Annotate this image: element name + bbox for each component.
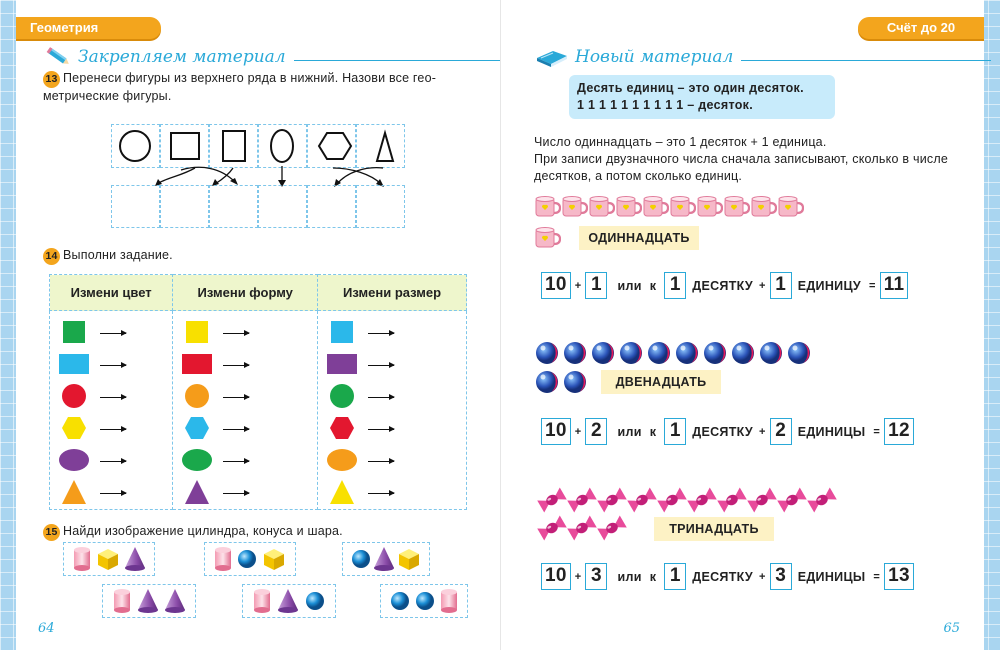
box-unit-count: 1 (770, 272, 792, 299)
section-header-right (535, 46, 991, 68)
equation-12: 10 + 2 или к 1 ДЕСЯТКУ + 2 ЕДИНИЦЫ = 12 (541, 418, 914, 445)
cup-icon (777, 195, 804, 224)
cylinder-icon (112, 588, 132, 614)
circle-shape (120, 131, 150, 161)
left-page (16, 0, 500, 650)
box-tens: 10 (541, 272, 571, 299)
task-number: 13 (43, 71, 60, 88)
cups-row (534, 226, 561, 255)
candy-icon (717, 487, 747, 518)
ball-icon (534, 369, 562, 400)
pencil-icon (46, 46, 72, 68)
solids-group[interactable] (342, 542, 430, 576)
shape-transform-table (49, 274, 467, 510)
candy-icon (627, 487, 657, 518)
empty-cell[interactable] (209, 185, 258, 228)
task-13 (43, 70, 473, 105)
cone-icon (373, 546, 395, 572)
solids-group[interactable] (242, 584, 336, 618)
ball-icon (786, 340, 814, 371)
cups-row (534, 195, 804, 224)
box-result: 11 (880, 272, 909, 299)
page-number: 64 (38, 621, 55, 636)
ball-icon (562, 340, 590, 371)
candy-icon (597, 487, 627, 518)
solids-group[interactable] (102, 584, 196, 618)
empty-cell[interactable] (356, 185, 405, 228)
right-page (500, 0, 984, 650)
box-units: 3 (585, 563, 607, 590)
column-size (318, 311, 467, 510)
box-ten-count: 1 (664, 272, 686, 299)
book-icon (535, 46, 569, 68)
sphere-icon (304, 588, 326, 614)
candy-icon (567, 515, 597, 546)
box-units: 1 (585, 272, 607, 299)
rule-line-2: 1 1 1 1 1 1 1 1 1 1 – десяток. (577, 98, 753, 112)
task-text: Найди изображение цилиндра, конуса и шара. (63, 524, 343, 538)
explanation-line-2: При записи двузначного числа сначала записывают, сколько в числе десятков, а потом сколько единиц. (534, 152, 948, 183)
to-word: к (649, 278, 657, 293)
candy-icon (537, 487, 567, 518)
cylinder-icon (252, 588, 272, 614)
cylinder-icon (213, 546, 233, 572)
task-15 (43, 523, 343, 541)
cup-icon (534, 195, 561, 224)
cup-icon (750, 195, 777, 224)
cone-icon (124, 546, 146, 572)
explanation-line-1: Число одиннадцать – это 1 десяток + 1 единица. (534, 135, 827, 149)
unit-word: ЕДИНИЦЫ (797, 424, 866, 439)
task-14 (43, 247, 173, 265)
cup-icon (669, 195, 696, 224)
box-unit-count: 3 (770, 563, 792, 590)
sphere-icon (414, 588, 436, 614)
candy-icon (597, 515, 627, 546)
cone-icon (277, 588, 299, 614)
shapes-figure (111, 124, 405, 194)
sphere-icon (350, 546, 372, 572)
cup-icon (615, 195, 642, 224)
column-color (50, 311, 173, 510)
box-ten-count: 1 (664, 418, 686, 445)
section-title: Новый материал (575, 47, 734, 67)
candy-icon (657, 487, 687, 518)
sphere-icon (389, 588, 411, 614)
candy-icon (687, 487, 717, 518)
ball-icon (646, 340, 674, 371)
ball-icon (618, 340, 646, 371)
candy-icon (537, 515, 567, 546)
box-unit-count: 2 (770, 418, 792, 445)
cup-icon (561, 195, 588, 224)
cone-icon (164, 588, 186, 614)
arrow-curve (157, 168, 195, 184)
candies-row (537, 515, 627, 546)
section-header-left (46, 46, 519, 68)
box-result: 13 (884, 563, 914, 590)
hexagon-shape (319, 133, 351, 159)
candy-icon (747, 487, 777, 518)
explanation-text (534, 134, 948, 185)
ball-icon (534, 340, 562, 371)
task-number: 14 (43, 248, 60, 265)
cube-icon (261, 546, 287, 572)
candy-icon (567, 487, 597, 518)
box-result: 12 (884, 418, 914, 445)
rule-line-1: Десять единиц – это один десяток. (577, 81, 804, 95)
sphere-icon (236, 546, 258, 572)
to-word: к (649, 569, 657, 584)
box-tens: 10 (541, 418, 571, 445)
page-number: 65 (943, 621, 960, 636)
ball-icon (562, 369, 590, 400)
header-change-color: Измени цвет (50, 275, 173, 311)
section-title: Закрепляем материал (78, 47, 286, 67)
or-word: или (617, 278, 642, 293)
solids-group[interactable] (204, 542, 296, 576)
divider (294, 60, 519, 61)
solids-group[interactable] (63, 542, 155, 576)
chapter-tab-right: Счёт до 20 (858, 17, 984, 39)
empty-cell[interactable] (160, 185, 209, 228)
box-tens: 10 (541, 563, 571, 590)
unit-word: ЕДИНИЦУ (797, 278, 861, 293)
cube-icon (95, 546, 121, 572)
empty-cell[interactable] (111, 185, 160, 228)
cup-icon (723, 195, 750, 224)
arrow-curve (337, 168, 383, 184)
or-word: или (617, 569, 642, 584)
candies-row (537, 487, 837, 518)
cup-icon (642, 195, 669, 224)
task-number: 15 (43, 524, 60, 541)
number-word: ДВЕНАДЦАТЬ (601, 370, 721, 394)
balls-row (534, 340, 814, 371)
or-word: или (617, 424, 642, 439)
cone-icon (137, 588, 159, 614)
cup-icon (588, 195, 615, 224)
rule-box (569, 75, 835, 119)
rectangle-shape (223, 131, 245, 161)
header-change-size: Измени размер (318, 275, 467, 311)
ball-icon (590, 340, 618, 371)
empty-cell[interactable] (258, 185, 307, 228)
number-word: ТРИНАДЦАТЬ (654, 517, 774, 541)
ball-icon (758, 340, 786, 371)
header-change-shape: Измени форму (173, 275, 318, 311)
equation-13: 10 + 3 или к 1 ДЕСЯТКУ + 3 ЕДИНИЦЫ = 13 (541, 563, 914, 590)
ball-icon (730, 340, 758, 371)
cup-icon (696, 195, 723, 224)
ten-word: ДЕСЯТКУ (692, 569, 753, 584)
to-word: к (649, 424, 657, 439)
cube-icon (396, 546, 422, 572)
task-text: Перенеси фигуры из верхнего ряда в нижний. Назови все гео-метрические фигуры. (43, 71, 437, 103)
balls-row (534, 369, 590, 400)
ten-word: ДЕСЯТКУ (692, 424, 753, 439)
ten-word: ДЕСЯТКУ (692, 278, 753, 293)
number-word: ОДИННАДЦАТЬ (579, 226, 699, 250)
task-text: Выполни задание. (63, 248, 173, 262)
candy-icon (777, 487, 807, 518)
unit-word: ЕДИНИЦЫ (797, 569, 866, 584)
empty-cell[interactable] (307, 185, 356, 228)
square-shape (171, 133, 199, 159)
oval-shape (271, 130, 293, 162)
ball-icon (702, 340, 730, 371)
column-shape (173, 311, 318, 510)
cylinder-icon (439, 588, 459, 614)
box-ten-count: 1 (664, 563, 686, 590)
cup-icon (534, 226, 561, 255)
ball-icon (674, 340, 702, 371)
chapter-tab-left: Геометрия (16, 17, 161, 39)
box-units: 2 (585, 418, 607, 445)
candy-icon (807, 487, 837, 518)
cylinder-icon (72, 546, 92, 572)
divider (741, 60, 991, 61)
equation-11: 10 + 1 или к 1 ДЕСЯТКУ + 1 ЕДИНИЦУ = 11 (541, 272, 908, 299)
solids-group[interactable] (380, 584, 468, 618)
triangle-shape (377, 133, 393, 161)
